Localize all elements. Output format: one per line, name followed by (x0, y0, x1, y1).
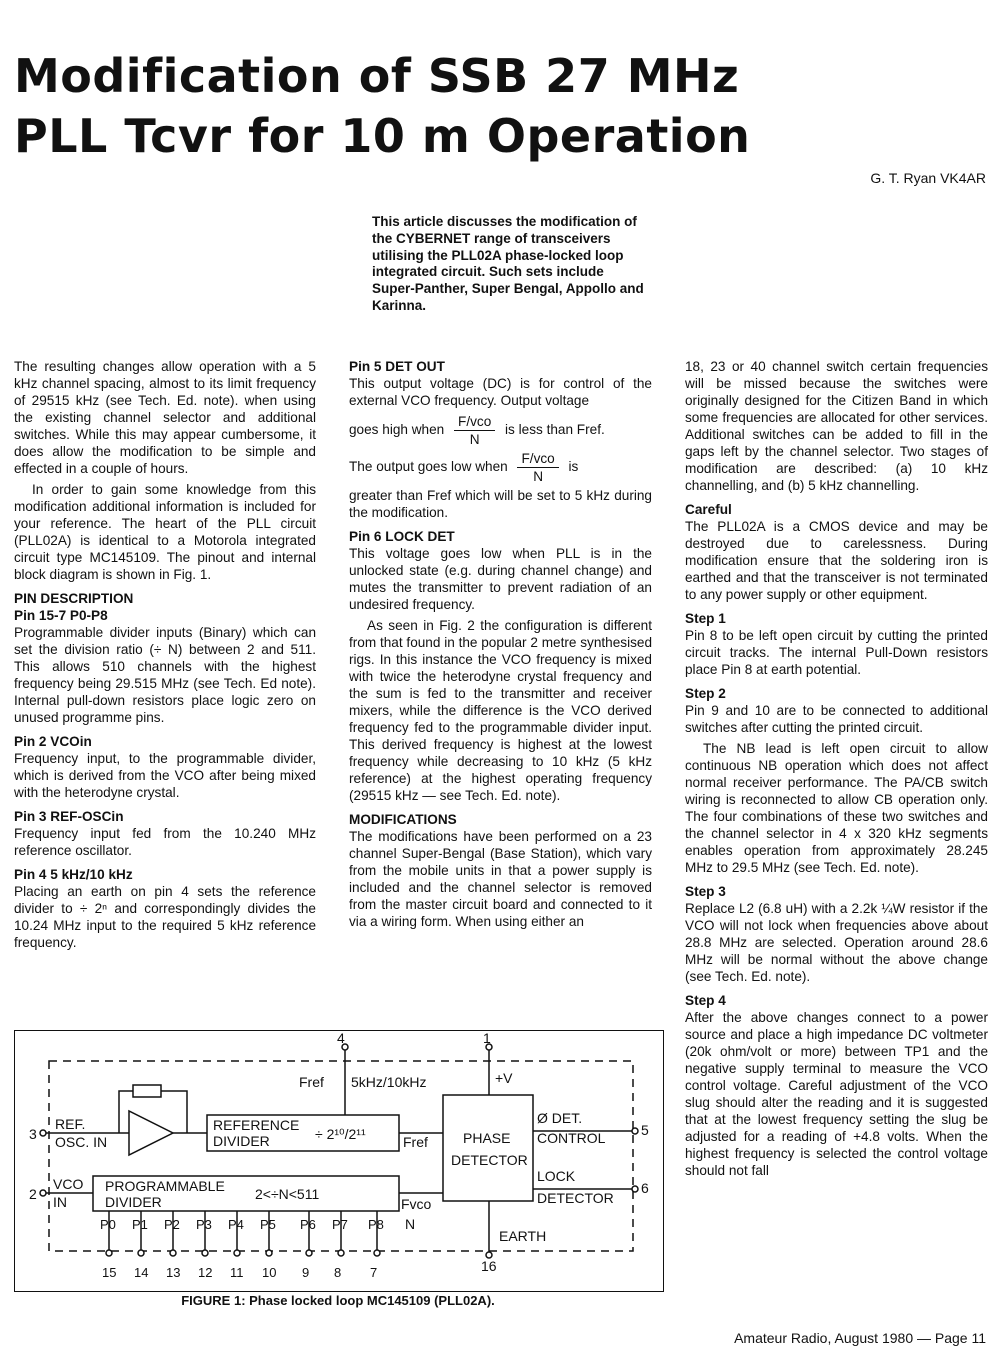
subheading: Step 2 (685, 686, 726, 701)
p-pin-number: 12 (198, 1265, 213, 1280)
osc-in-label: OSC. IN (55, 1134, 108, 1150)
p-input-label: P0 (100, 1217, 116, 1232)
p-input-label: P6 (300, 1217, 316, 1232)
subheading: Careful (685, 502, 732, 517)
vco-label: VCO (53, 1176, 84, 1192)
subheading: Step 1 (685, 611, 726, 626)
ref-osc-label: REF. (55, 1116, 86, 1132)
p-input-label: P5 (260, 1217, 276, 1232)
ref-divider-label-2: DIVIDER (213, 1133, 270, 1149)
p-pin-number: 13 (166, 1265, 181, 1280)
subheading: Step 4 (685, 993, 726, 1008)
prog-divider-label-2: DIVIDER (105, 1194, 162, 1210)
paragraph: Pin 9 and 10 are to be connected to additional switches after cutting the printed circuit. (685, 703, 988, 735)
pin-6-label: 6 (641, 1180, 649, 1196)
paragraph: The resulting changes allow operation with a 5 kHz channel spacing, almost to its limit frequency of 29515 kHz (see Tech. Ed. note). when using the existing channel selector and additional switches. While this may appear cumbersome, it does allow the modification to be simple and effected in a couple of hours. (14, 359, 316, 476)
earth-label: EARTH (499, 1228, 547, 1244)
paragraph: Frequency input fed from the 10.240 MHz reference oscillator. (14, 826, 316, 858)
title-line-1: Modification of SSB 27 MHz (14, 49, 740, 103)
subheading: Pin 6 LOCK DET (349, 529, 455, 544)
title-line-2: PLL Tcvr for 10 m Operation (14, 109, 751, 163)
paragraph: The NB lead is left open circuit to allow continuous NB operation which does not affect normal receiver performance. The PA/CB switch wiring is reconnected to allow CB operation only. The four combinations of these two switches and the channel selector in 4 x 320 kHz segments enables operation from approximately 28.245 MHz to 29.5 MHz (see Tech. Ed. note). (685, 741, 988, 875)
column-2 (349, 358, 652, 934)
pll-diagram (15, 1031, 663, 1291)
ref-ratio-label: ÷ 2¹⁰/2¹¹ (315, 1126, 366, 1142)
subheading: Pin 15-7 P0-P8 (14, 608, 108, 623)
det-label-1: Ø DET. (537, 1110, 583, 1126)
pin-3-label: 3 (29, 1126, 37, 1142)
paragraph: The modifications have been performed on a 23 channel Super-Bengal (Base Station), which vary from the mobile units in that a power supply is included and the channel selector is removed from the master circuit board and connected to it via a wiring form. When using either an (349, 829, 652, 929)
p-input-label: P7 (332, 1217, 348, 1232)
pin-5-label: 5 (641, 1122, 649, 1138)
paragraph: 18, 23 or 40 channel switch certain frequencies will be missed because the switches were originally designed for the Citizen Band in which some frequencies are allocated for other services. Additional switches can be added to fill in the gaps left by the channel selector. Two stages of modification are described: (a) 10 kHz channelling, and (b) 5 kHz channelling. (685, 359, 988, 493)
p-input-label: P4 (228, 1217, 244, 1232)
section-heading: MODIFICATIONS (349, 812, 457, 827)
paragraph: This output voltage (DC) is for control of the external VCO frequency. Output voltage (349, 376, 652, 408)
p-input-label: P1 (132, 1217, 148, 1232)
prog-ratio-label: 2<÷N<511 (255, 1186, 320, 1202)
paragraph: Frequency input, to the programmable divider, which is derived from the VCO after being mixed with the heterodyne crystal. (14, 751, 316, 800)
column-1 (14, 358, 316, 955)
p-labels (100, 1217, 384, 1232)
equation-low: The output goes low when $\frac{\text{F/vco}}{N}$ is (349, 451, 579, 484)
n-label: N (405, 1216, 416, 1232)
khz-label: 5kHz/10kHz (351, 1074, 427, 1090)
figure-1-block-diagram (14, 1030, 664, 1292)
amplifier-symbol (129, 1111, 173, 1155)
fref-2-label: Fref (403, 1134, 428, 1150)
paragraph: Programmable divider inputs (Binary) which can set the division ratio (÷ N) between 2 and 511. This allows 510 channels with the highest frequency being 29.515 MHz (see Tech. Ed note). Internal pull-down resistors place logic zero on unused programme pins. (14, 625, 316, 725)
phase-label-1: PHASE (463, 1130, 511, 1146)
equation-high: goes high when $\frac{\text{F/vco}}{N}$ is less than Fref. (349, 414, 605, 447)
figure-caption: FIGURE 1: Phase locked loop MC145109 (PLL02A). (181, 1293, 495, 1308)
feedback-wire (161, 1091, 187, 1133)
paragraph: In order to gain some knowledge from this modification additional information is included for your reference. The heart of the PLL circuit (PLL02A) is identical to a Motorola integrated circuit type MC145109. The pinout and internal block diagram is shown in Fig. 1. (14, 482, 316, 582)
fraction: $\frac{\text{F/vco}}{N}$ (454, 413, 495, 448)
paragraph: As seen in Fig. 2 the configuration is different from that found in the popular 2 metre synthesised rigs. In this instance the VCO frequency is mixed with twice the heterodyne crystal frequency and the sum is fed to the transmitter and receiver mixers, while the difference is the VCO derived frequency fed to the programmable divider input. This derived frequency is highest at the lowest frequency while decreasing to 10 kHz (5 kHz reference) at the highest operating frequency (29515 kHz — see Tech. Ed. note). (349, 618, 653, 803)
fvco-label: Fvco (401, 1196, 432, 1212)
det-label-2: CONTROL (537, 1130, 606, 1146)
p-pin-number: 8 (334, 1265, 342, 1280)
ref-divider-label-1: REFERENCE (213, 1117, 300, 1133)
prog-divider-label-1: PROGRAMMABLE (105, 1178, 225, 1194)
pin-4-label: 4 (337, 1031, 345, 1046)
p-pin-number: 7 (370, 1265, 378, 1280)
feedback-resistor (133, 1085, 161, 1097)
paragraph: greater than Fref which will be set to 5 kHz during the modification. (349, 488, 652, 520)
p-input-label: P2 (164, 1217, 180, 1232)
subheading: Pin 2 VCOin (14, 734, 92, 749)
p-input-label: P8 (368, 1217, 384, 1232)
subheading: Pin 4 5 kHz/10 kHz (14, 867, 133, 882)
p-pin-number: 10 (262, 1265, 277, 1280)
p-input-label: P3 (196, 1217, 212, 1232)
p-pin-number: 9 (302, 1265, 310, 1280)
lock-label-1: LOCK (537, 1168, 576, 1184)
fraction: $\frac{\text{F/vco}}{N}$ (517, 450, 558, 485)
subheading: Pin 3 REF-OSCin (14, 809, 124, 824)
phase-label-2: DETECTOR (451, 1152, 528, 1168)
paragraph: Replace L2 (6.8 uH) with a 2.2k ¼W resistor if the VCO will not lock when frequencies above about 28.8 MHz are selected. Operation around 28.6 MHz will be normal without the above change (see Tech. Ed. note). (685, 901, 988, 984)
paragraph: Placing an earth on pin 4 sets the reference divider to ÷ 2ⁿ and correspondingly divides the 10.24 MHz input to the required 5 kHz reference frequency. (14, 884, 316, 950)
pin-16-label: 16 (481, 1258, 497, 1274)
p-pin-numbers (102, 1265, 377, 1280)
column-3 (685, 358, 988, 1183)
section-heading: PIN DESCRIPTION (14, 591, 134, 606)
intro-abstract: This article discusses the modification of the CYBERNET range of transceivers utilising the PLL02A phase-locked loop integrated circuit. Such sets include Super-Panther, Super Bengal, Appollo and Karinna. (372, 214, 644, 313)
page-footer: Amateur Radio, August 1980 — Page 11 (734, 1330, 986, 1346)
paragraph: After the above changes connect to a power source and place a high impedance DC voltmeter (20k ohm/volt or more) between TP1 and the negative supply terminal to measure the VCO control voltage. Careful adjustment of the VCO slug should alter the reading and it is suggested that at the lowest frequency setting the slug be adjusted for a reading of +4.8 volts. When the highest frequency is selected the control voltage should not fall (685, 1010, 988, 1178)
vco-in-label: IN (53, 1194, 67, 1210)
phase-detector-block (443, 1095, 533, 1201)
lock-label-2: DETECTOR (537, 1190, 614, 1206)
paragraph: This voltage goes low when PLL is in the unlocked state (e.g. during channel change) and mutes the transmitter to prevent radiation of an undesired frequency. (349, 546, 652, 612)
article-title (14, 46, 989, 166)
author-byline: G. T. Ryan VK4AR (870, 170, 986, 186)
fref-label: Fref (299, 1074, 324, 1090)
p-pin-number: 14 (134, 1265, 149, 1280)
pin-1-label: 1 (483, 1031, 491, 1046)
vplus-label: +V (495, 1070, 513, 1086)
subheading: Step 3 (685, 884, 726, 899)
paragraph: Pin 8 to be left open circuit by cutting the printed circuit tracks. The internal Pull-Down resistors place Pin 8 at earth potential. (685, 628, 988, 677)
subheading: Pin 5 DET OUT (349, 359, 445, 374)
p-pin-number: 15 (102, 1265, 117, 1280)
p-pin-number: 11 (230, 1265, 244, 1280)
paragraph: The PLL02A is a CMOS device and may be destroyed due to carelessness. During modification ensure that the soldering iron is earthed and that the transceiver is not terminated to any power supply or other equipment. (685, 519, 988, 602)
pin-2-label: 2 (29, 1186, 37, 1202)
